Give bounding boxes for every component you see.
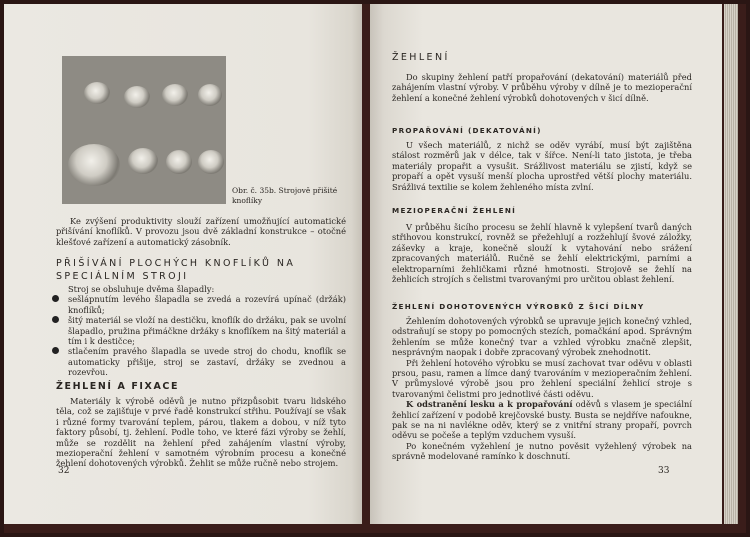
lead-text: Stroj se obsluhuje dvěma šlapadly:: [68, 284, 215, 294]
page-number: 32: [58, 466, 70, 476]
bullet-list: [68, 294, 346, 377]
list-item-text: šitý materiál se vloží na destičku, knoflík do držáku, pak se uvolní šlapadlo, pružina přimáčkne držáky s knoflíkem na šitý materiál a tím i k destičce;: [68, 315, 346, 347]
page-number: 33: [658, 466, 670, 476]
bullet-icon: [52, 295, 59, 302]
bullet-icon: [52, 347, 59, 354]
paragraph-text: Do skupiny žehlení patří propařování (dekatování) materiálů před zahájením vlastní výroby. V průběhu výroby v dílně je to mezioperační žehlení a konečné žehlení výrobků dohotovených v šicí dílně.: [392, 72, 692, 103]
page-heading: ŽEHLENÍ: [392, 52, 450, 63]
button-image: [124, 86, 150, 108]
buttons-photo: [62, 56, 226, 204]
button-image: [68, 144, 120, 186]
paragraph-text: Žehlením dohotovených výrobků se upravuje jejich konečný vzhled, odstraňují se stopy po pomocných stezích, pomačkání apod. Správným žehlením se může konečný tvar a vzhled výrobku značně zlepšit, nesprávným naopak i dobře zpracovaný výrobek znehodnotit.: [392, 316, 692, 358]
button-image: [198, 150, 224, 174]
paragraph-text: Při žehlení hotového výrobku se musí zachovat tvar oděvu v oblasti prsou, pasu, ramen a límce daný tvarováním v mezioperačním žehlení. V průmyslové výrobě jsou pro žehlení speciální žehlicí stroje s tvarovanými čelistmi pro jednotlivé části oděvu.: [392, 357, 692, 399]
paragraph: [392, 222, 692, 284]
intro-text: Ke zvýšení produktivity slouží zařízení umožňující automatické přišívání knoflíků. V provozu jsou dvě základní konstrukce – otočné klešťové zařízení a automatický zásobník.: [56, 216, 346, 247]
list-item: [68, 346, 346, 377]
button-image: [166, 150, 192, 174]
list-item: [68, 294, 346, 315]
section-heading: ŽEHLENÍ A FIXACE: [56, 381, 180, 392]
body-text: Materiály k výrobě oděvů je nutno přizpůsobit tvaru lidského těla, což se zajišťuje v prvé řadě konstrukcí střihu. Používají se však i různé formy tvarování teplem, párou, tlakem a dobou, v níž tyto faktory působí, tj. žehlení. Podle toho, ve které fázi výroby se žehlí, může se rozdělit na žehlení před zahájením vlastní výroby, mezioperační žehlení v samotném výrobním procesu a konečné žehlení dohotovených výrobků. Žehlit se může ručně nebo strojem.: [56, 396, 346, 469]
page-edges: [724, 4, 738, 524]
figure-caption: Obr. č. 35b. Strojově přišité knoflíky: [232, 186, 338, 205]
list-item: [68, 315, 346, 346]
bullet-icon: [52, 316, 59, 323]
bullet-section: [68, 284, 346, 378]
button-image: [84, 82, 110, 104]
paragraph-text: Po konečném vyžehlení je nutno pověsit vyžehlený výrobek na správně modelované ramínko k doschnutí.: [392, 440, 692, 462]
bold-lead: K odstranění lesku a k propařování: [406, 399, 573, 410]
list-item-text: sešlápnutím levého šlapadla se zvedá a rozevírá upínač (držák) knoflíků;: [68, 294, 346, 315]
subheading: PROPAŘOVÁNÍ (DEKATOVÁNÍ): [392, 126, 542, 135]
paragraph: [392, 72, 692, 103]
right-page: [370, 4, 722, 524]
paragraph-text: V průběhu šicího procesu se žehlí hlavně k vylepšení tvarů daných střihovou konstrukcí, rovněž se přežehlují a rozžehlují švové záložky, záševky a kraje, konečně slouží k vytahování nebo srážení zpracovaných materiálů. Ručně se žehlí elektrickými, parními a elektroparními žehličkami různé hmotnosti. Strojově se žehlí na žehlicích strojích s čelistmi tvarovanými pro určitou oblast žehlení.: [392, 222, 692, 285]
list-item-text: stlačením pravého šlapadla se uvede stroj do chodu, knoflík se automaticky přišije, stroj se zastaví, držáky se zvednou a rozevřou.: [68, 346, 346, 378]
paragraph-rest: oděvů s vlasem je speciální žehlicí zařízení v podobě krejčovské busty. Busta se nejdříve nafoukne, pak se na ni navlékne oděv, který se z vnitřní strany propaří, povrch oděvu se počeše a teplým vzduchem vysuší.: [392, 399, 692, 441]
section-heading: PŘIŠÍVÁNÍ PLOCHÝCH KNOFLÍKŮ NA SPECIÁLNÍM STROJI: [56, 258, 296, 282]
subheading: MEZIOPERAČNÍ ŽEHLENÍ: [392, 206, 517, 215]
button-image: [198, 84, 222, 106]
left-page: [4, 4, 362, 524]
paragraph-text: [392, 399, 692, 441]
button-image: [162, 84, 188, 106]
subheading: ŽEHLENÍ DOHOTOVENÝCH VÝROBKŮ Z ŠICÍ DÍLNY: [392, 302, 645, 311]
button-image: [128, 148, 158, 174]
paragraphs: [392, 316, 692, 462]
body-paragraph: [56, 396, 346, 469]
paragraph: [392, 140, 692, 192]
paragraph-text: U všech materiálů, z nichž se oděv vyrábí, musí být zajištěna stálost rozměrů jak v délce, tak v šířce. Není-li tato jistota, je třeba materiály propařit a vysušit. Srážlivost materiálu se zjistí, když se propaří a opět vysuší menší plocha uprostřed větší plochy materiálu. Srážlivá textilie se kolem žehleného místa zvlní.: [392, 140, 692, 192]
intro-paragraph: [56, 216, 346, 247]
